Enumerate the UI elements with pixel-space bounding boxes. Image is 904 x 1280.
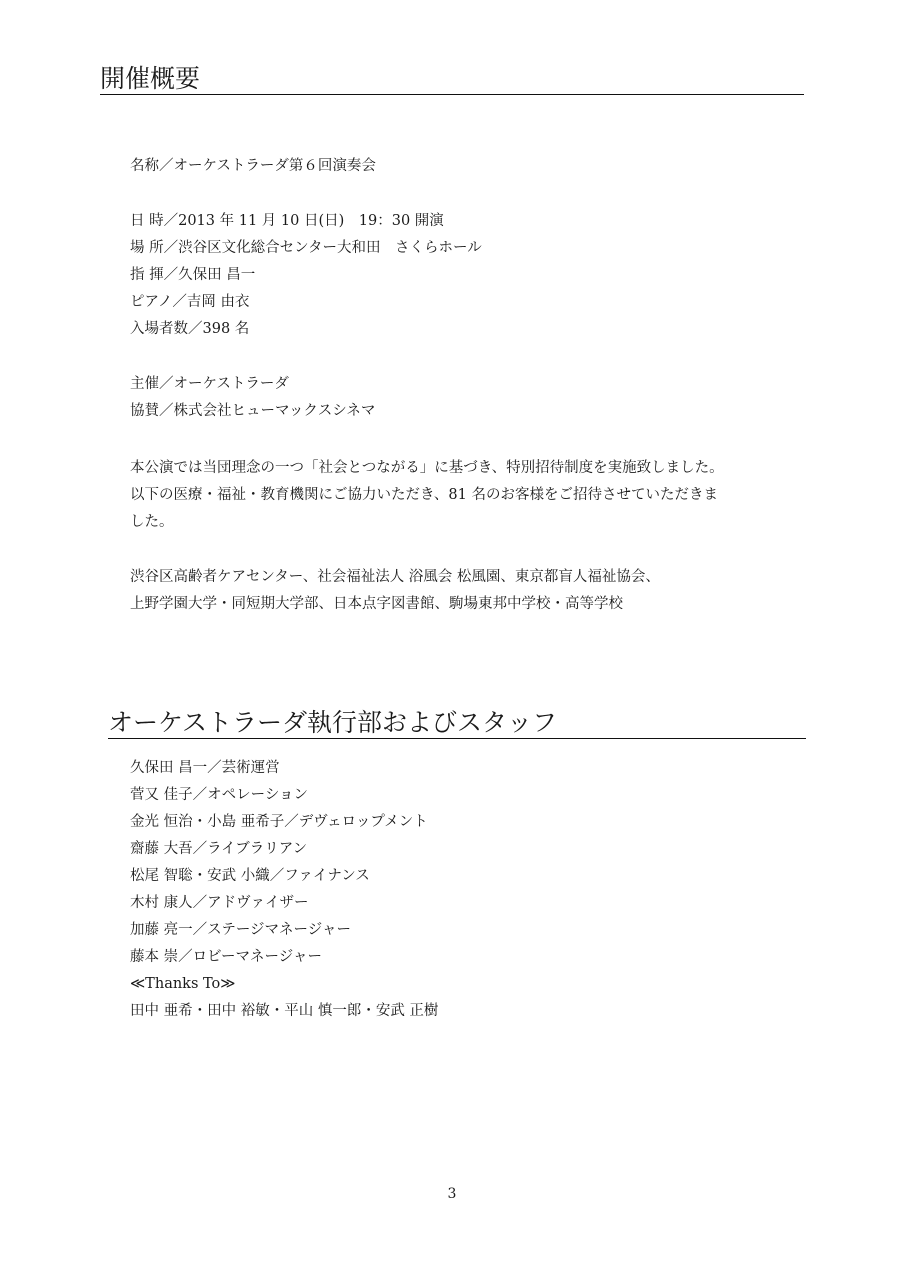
staff-line: 加藤 亮一／ステージマネージャー — [130, 922, 351, 938]
staff-line: 金光 恒治・小島 亜希子／デヴェロップメント — [130, 814, 428, 830]
paragraph-line: 以下の医療・福祉・教育機関にご協力いただき、81 名のお客様をご招待させていただきま — [130, 487, 718, 503]
event-name: 名称／オーケストラーダ第６回演奏会 — [130, 158, 376, 174]
event-organizer: 主催／オーケストラーダ — [130, 376, 289, 392]
institution-line: 上野学園大学・同短期大学部、日本点字図書館、駒場東邦中学校・高等学校 — [130, 596, 623, 612]
event-piano: ピアノ／吉岡 由衣 — [130, 294, 250, 310]
event-date: 日 時／2013 年 11 月 10 日(日) 19：30 開演 — [130, 213, 444, 229]
thanks-to-heading: ≪Thanks To≫ — [130, 976, 236, 992]
paragraph-line: 本公演では当団理念の一つ「社会とつながる」に基づき、特別招待制度を実施致しました。 — [130, 460, 724, 476]
staff-line: 藤本 崇／ロビーマネージャー — [130, 949, 322, 965]
staff-line: 木村 康人／アドヴァイザー — [130, 895, 309, 911]
staff-line: 菅又 佳子／オペレーション — [130, 787, 309, 803]
event-attendance: 入場者数／398 名 — [130, 321, 250, 337]
institution-line: 渋谷区高齢者ケアセンター、社会福祉法人 浴風会 松風園、東京都盲人福祉協会、 — [130, 569, 660, 585]
thanks-to-names: 田中 亜希・田中 裕敏・平山 慎一郎・安武 正樹 — [130, 1003, 439, 1019]
staff-line: 久保田 昌一／芸術運営 — [130, 760, 280, 776]
staff-line: 松尾 智聡・安武 小織／ファイナンス — [130, 868, 370, 884]
event-conductor: 指 揮／久保田 昌一 — [130, 267, 256, 283]
event-venue: 場 所／渋谷区文化総合センター大和田 さくらホール — [130, 240, 482, 256]
staff-line: 齋藤 大吾／ライブラリアン — [130, 841, 308, 857]
paragraph-line: した。 — [130, 514, 174, 530]
page-number: 3 — [447, 1186, 457, 1202]
event-sponsor: 協賛／株式会社ヒューマックスシネマ — [130, 403, 376, 419]
overview-title: 開催概要 — [100, 64, 804, 95]
staff-title: オーケストラーダ執行部およびスタッフ — [108, 708, 806, 739]
